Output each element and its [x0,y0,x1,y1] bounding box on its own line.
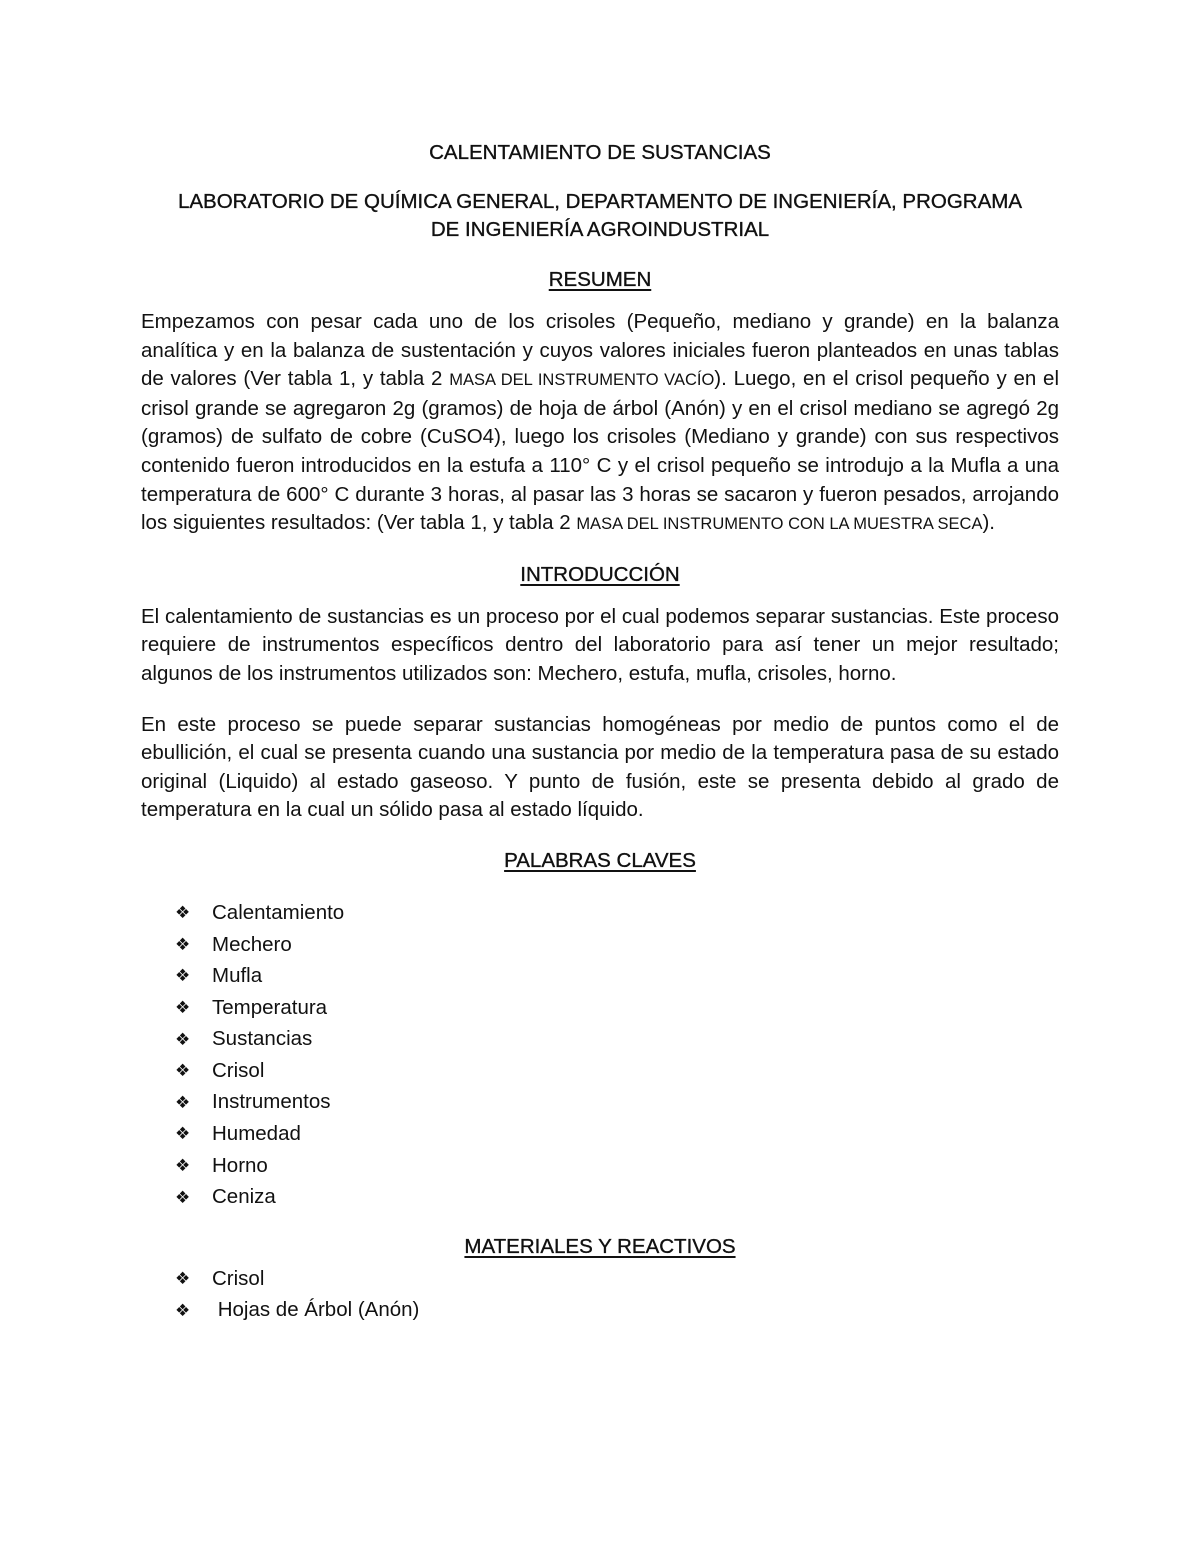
list-item-label: Crisol [212,1266,265,1290]
list-item [175,992,1059,1024]
diamond-bullet-icon: ❖ [175,997,191,1017]
list-item-label: Horno [212,1153,268,1177]
document-subtitle [141,188,1059,244]
list-item [175,960,1059,992]
list-item-label: Hojas de Árbol (Anón) [212,1298,420,1322]
resumen-text-part-1: Empezamos con pesar cada uno de los crisoles (Pequeño, mediano y grande) en la balanza analítica y en la balanza de sustentación y cuyos valores iniciales fueron planteados en unas tablas de valores (Ver tabla 1, y tabla 2 [141,310,1059,391]
materiales-list [141,1263,1059,1326]
list-item [175,1023,1059,1055]
resumen-caps-1: MASA DEL INSTRUMENTO VACÍO [449,371,715,390]
introduccion-paragraph-1: El calentamiento de sustancias es un proceso por el cual podemos separar sustancias. Este proceso requiere de instrumentos específicos dentro del laboratorio para así tener un mejor resultado; algunos de los instrumentos utilizados son: Mechero, estufa, mufla, crisoles, horno. [141,604,1059,685]
list-item [175,1150,1059,1182]
list-item [175,897,1059,929]
document-title: CALENTAMIENTO DE SUSTANCIAS [429,141,771,164]
list-item-label: Crisol [212,1058,265,1082]
resumen-text-part-2: ). Luego, en el crisol pequeño y en el crisol grande se agregaron 2g (gramos) de hoja de árbol (Anón) y en el crisol mediano se agregó 2g (gramos) de sulfato de cobre (CuSO4), luego los crisoles (Mediano y grande) con sus respectivos contenido fueron introducidos en la estufa a 110° C y el crisol pequeño se introdujo a la Mufla a una temperatura de 600° C durante 3 horas, al pasar las 3 horas se sacaron y fueron pesados, arrojando los siguientes resultados: (Ver tabla 1, y tabla 2 [141,367,1059,535]
diamond-bullet-icon: ❖ [175,903,191,923]
resumen-caps-2: MASA DEL INSTRUMENTO CON LA MUESTRA SECA [576,515,983,534]
diamond-bullet-icon: ❖ [175,1300,191,1320]
list-item [175,1181,1059,1213]
list-item [175,1294,1059,1326]
subtitle-line-1: LABORATORIO DE QUÍMICA GENERAL, DEPARTAMENTO DE INGENIERÍA, PROGRAMA [177,190,1023,213]
resumen-text-part-3: ). [982,511,996,535]
list-item-label: Humedad [212,1122,301,1146]
diamond-bullet-icon: ❖ [175,1155,191,1175]
list-item [175,929,1059,961]
section-heading-resumen: RESUMEN [548,268,652,291]
diamond-bullet-icon: ❖ [175,1061,191,1081]
list-item [175,1263,1059,1295]
diamond-bullet-icon: ❖ [175,1029,191,1049]
diamond-bullet-icon: ❖ [175,1124,191,1144]
section-heading-palabras-claves: PALABRAS CLAVES [504,848,696,872]
section-heading-materiales: MATERIALES Y REACTIVOS [464,1234,736,1258]
list-item-label: Sustancias [212,1027,313,1051]
list-item [175,1055,1059,1087]
diamond-bullet-icon: ❖ [175,1187,191,1207]
list-item-label: Temperatura [212,995,328,1019]
list-item-label: Ceniza [212,1185,276,1209]
section-heading-introduccion: INTRODUCCIÓN [520,562,680,586]
subtitle-line-2: DE INGENIERÍA AGROINDUSTRIAL [430,218,770,241]
diamond-bullet-icon: ❖ [175,1092,191,1112]
diamond-bullet-icon: ❖ [175,966,191,986]
list-item [175,1086,1059,1118]
list-item [175,1118,1059,1150]
palabras-claves-list [141,897,1059,1213]
resumen-paragraph [141,308,1059,539]
document-body [141,138,1059,1326]
diamond-bullet-icon: ❖ [175,934,191,954]
list-item-label: Mechero [212,932,292,956]
diamond-bullet-icon: ❖ [175,1269,191,1289]
list-item-label: Calentamiento [212,900,345,924]
list-item-label: Mufla [212,964,263,988]
list-item-label: Instrumentos [212,1090,331,1114]
introduccion-paragraph-2: En este proceso se puede separar sustancias homogéneas por medio de puntos como el de ebullición, el cual se presenta cuando una sustancia por medio de la temperatura pasa de su estado original (Liquido) al estado gaseoso. Y punto de fusión, este se presenta debido al grado de temperatura en la cual un sólido pasa al estado líquido. [141,712,1059,822]
